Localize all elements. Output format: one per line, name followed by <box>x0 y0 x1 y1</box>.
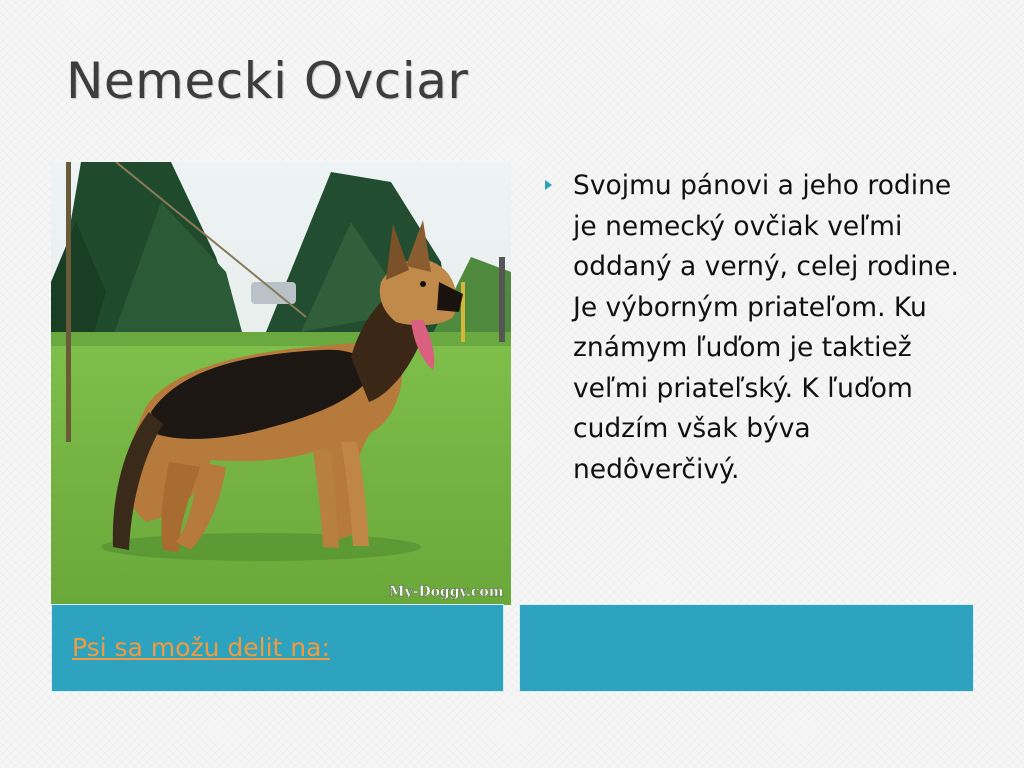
bullet-item <box>545 166 960 490</box>
photo-watermark: My-Doggy.com <box>389 584 504 600</box>
psi-delit-link[interactable]: Psi sa možu delit na: <box>72 633 330 662</box>
link-box <box>51 604 504 692</box>
empty-accent-box <box>519 604 974 692</box>
slide-title: Nemecki Ovciar <box>66 52 469 110</box>
german-shepherd-photo <box>51 162 511 605</box>
bullet-text: Svojmu pánovi a jeho rodine je nemecký ovčiak veľmi oddaný a verný, celej rodine. Je výborným priateľom. Ku známym ľuďom je taktiež veľmi priateľský. K ľuďom cudzím však býva nedôverčivý. <box>573 170 959 485</box>
bullet-list <box>545 166 960 490</box>
triangle-right-bullet-icon <box>545 180 552 190</box>
